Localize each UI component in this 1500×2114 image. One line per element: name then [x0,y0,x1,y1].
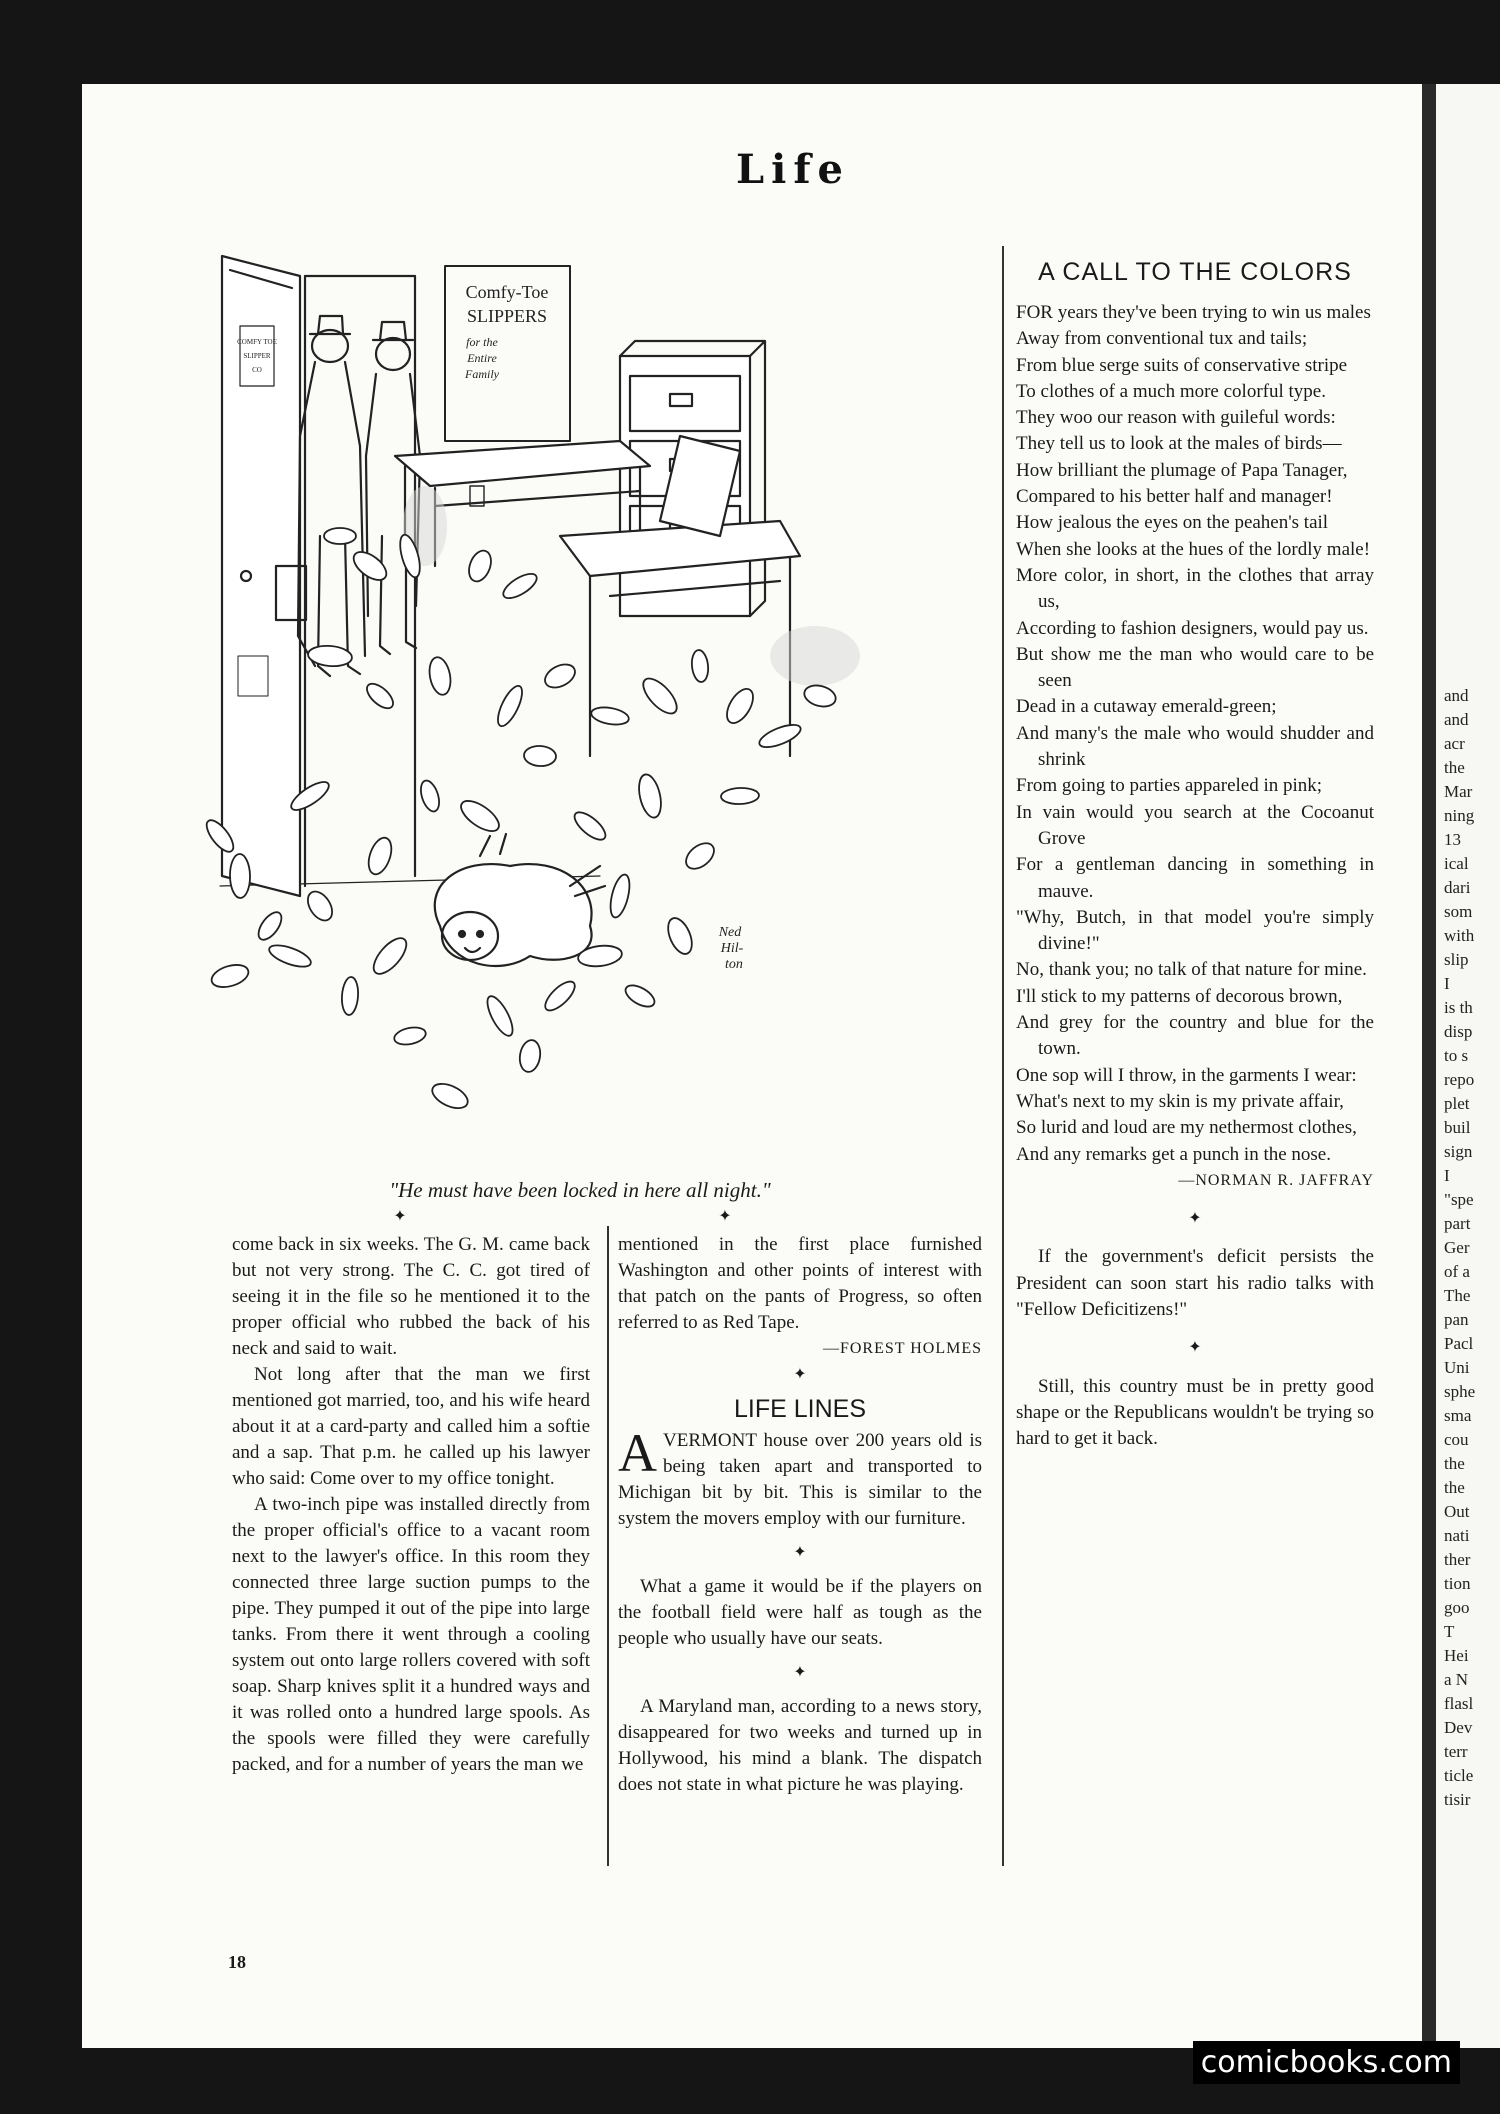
cartoon-illustration [180,236,980,1166]
slipper [429,1079,472,1113]
slipper [368,933,412,979]
essay-paragraph: Not long after that the man we first mentioned got married, too, and his wife heard about it at a card-party and called him a softie and a sap. That p.m. he called up his lawyer who said: Come over to my office tonight. [232,1364,590,1489]
poster-line: Comfy-Toe [465,282,549,302]
facing-page-word: Uni [1444,1358,1470,1377]
artist-signature: Ned [718,925,742,940]
poem-author: —NORMAN R. JAFFRAY [1178,1171,1374,1189]
poem-line: But show me the man who would care to be seen [1016,643,1374,692]
slipper [303,887,337,925]
slipper [802,682,838,710]
facing-page-word: I [1444,1166,1450,1185]
slipper [456,795,504,837]
essay-author: —FOREST HOLMES [822,1340,982,1357]
poem-line: So lurid and loud are my nethermost clothes, [1016,1117,1357,1139]
slipper [757,720,804,751]
slipper [393,1025,428,1047]
facing-page-word: Mar [1444,782,1473,801]
poem-line: Dead in a cutaway emerald-green; [1016,696,1277,718]
facing-page-word: terr [1444,1742,1468,1761]
ornament: ✦ [718,1208,732,1225]
poem-line: They tell us to look at the males of birds— [1016,433,1342,455]
poem-body [1016,300,1374,1452]
slipper [690,649,709,682]
slipper [364,835,395,877]
slipper [349,547,391,586]
poem-line: When she looks at the hues of the lordly male! [1016,538,1371,560]
slipper [722,685,759,728]
poem-line: FOR years they've been trying to win us males [1016,302,1371,323]
facing-page-word: ical [1444,854,1469,873]
poster-line: Entire [467,351,497,365]
quip-paragraph: If the government's deficit persists the President can soon start his radio talks with "Fellow Deficitizens!" [1016,1246,1374,1320]
door-sign-line: SLIPPER [243,352,271,360]
facing-page-word: is th [1444,998,1473,1017]
page-number: 18 [228,1952,246,1972]
facing-page-word: Ger [1444,1238,1470,1257]
ornament: ✦ [1188,1210,1202,1228]
artist-signature: ton [725,957,743,972]
life-line-item: What a game it would be if the players on the football field were half as tough as the people who usually have our seats. [618,1576,982,1649]
slipper [324,528,356,544]
poem-line: One sop will I throw, in the garments I wear: [1016,1064,1357,1086]
facing-page-word: a N [1444,1670,1469,1689]
slipper [341,976,360,1015]
facing-page-word: repo [1444,1070,1475,1089]
facing-page-word: part [1444,1214,1471,1233]
slipper [254,908,286,943]
cartoon-caption: "He must have been locked in here all night." [389,1178,771,1202]
facing-page-word: and [1444,686,1469,705]
ornament: ✦ [1188,1339,1202,1357]
poem-line: According to fashion designers, would pay us. [1016,617,1369,639]
poem-line: "Why, Butch, in that model you're simply divine!" [1016,906,1374,955]
facing-page-word: buil [1444,1118,1471,1137]
slipper [663,915,696,958]
dog [435,834,605,966]
facing-page-word: sma [1444,1406,1472,1425]
poem-line: What's next to my skin is my private affair, [1016,1090,1344,1112]
poem-line: How brilliant the plumage of Papa Tanager, [1016,459,1348,481]
page-gutter [1422,84,1436,2048]
masthead-title: Life [736,146,850,193]
facing-page-word: tion [1444,1574,1471,1593]
facing-page-word: "spe [1444,1190,1474,1209]
facing-page-word: Pacl [1444,1334,1474,1353]
poem-line: From blue serge suits of conservative stripe [1016,354,1348,376]
column-rule [1002,246,1004,1866]
ornament: ✦ [793,1664,807,1681]
slipper [518,1039,543,1074]
facing-page-word: acr [1444,734,1465,753]
facing-page-word: ther [1444,1550,1471,1569]
slipper [622,981,658,1011]
slipper [267,941,314,971]
poem-line: No, thank you; no talk of that nature for mine. [1016,959,1367,981]
facing-page-word: and [1444,710,1469,729]
watermark: comicbooks.com [1193,2041,1460,2084]
life-line-item: A Maryland man, according to a news story, disappeared for two weeks and turned up in Hollywood, his mind a blank. The dispatch does not state in what picture he was playing. [618,1696,982,1795]
facing-page-word: the [1444,1478,1465,1497]
facing-page-word: ticle [1444,1766,1474,1785]
slipper [590,705,630,727]
facing-page-word: cou [1444,1430,1469,1449]
door-sign-line: CO [252,366,262,374]
facing-page-word: the [1444,758,1465,777]
poem-line: From going to parties appareled in pink; [1016,775,1323,797]
slipper [541,660,579,692]
facing-page-word: dari [1444,878,1471,897]
life-lines-title: LIFE LINES [734,1395,866,1423]
slipper [209,961,251,991]
facing-page-word: nati [1444,1526,1470,1545]
slipper [500,569,541,603]
essay-column-2 [618,1232,982,1798]
poem-line: Away from conventional tux and tails; [1016,328,1308,350]
column-rule [607,1226,609,1866]
facing-page-word: plet [1444,1094,1470,1113]
facing-page-word: of a [1444,1262,1470,1281]
facing-page-text [1444,684,1500,1812]
poem-line: And any remarks get a punch in the nose. [1016,1143,1331,1165]
poem-line: In vain would you search at the Cocoanut Grove [1016,801,1374,849]
facing-page-word: 13 [1444,830,1461,849]
facing-page-word: sphe [1444,1382,1476,1401]
door-sign-line: COMFY TOE [237,338,277,346]
artist-signature: Hil- [720,941,744,956]
facing-page-word: som [1444,902,1473,921]
poster-line: for the [466,335,498,349]
facing-page-word: Out [1444,1502,1470,1521]
slipper [427,655,454,696]
poster-line: Family [465,367,499,381]
essay-column-1 [232,1232,590,1778]
poem-line: How jealous the eyes on the peahen's tail [1016,512,1329,534]
poem-line: They woo our reason with guileful words: [1016,407,1336,429]
life-line-item: AVERMONT house over 200 years old is being taken apart and transported to Michigan bit by bit. This is similar to the system the movers employ with our furniture. [618,1423,982,1529]
facing-page-word: goo [1444,1598,1470,1617]
facing-page-word: to s [1444,1046,1469,1065]
facing-page-word: disp [1444,1022,1473,1041]
slipper [493,683,527,730]
slipper [638,673,683,719]
slipper [483,993,518,1039]
poster-line: SLIPPERS [466,306,548,326]
slipper [607,873,633,920]
slipper [465,547,495,584]
ornament: ✦ [393,1208,407,1225]
poem-line: And many's the male who would shudder and shrink [1016,722,1374,771]
facing-page-word: I [1444,974,1450,993]
essay-paragraph: mentioned in the first place furnished Washington and other points of interest with that patch on the pants of Progress, so often referred to as Red Tape. [618,1234,982,1333]
poem-line: For a gentleman dancing in something in mauve. [1016,854,1374,902]
facing-page-word: Dev [1444,1718,1473,1737]
facing-page-fragment [1436,84,1500,2048]
slipper [363,679,397,712]
poem-line: More color, in short, in the clothes that array us, [1016,564,1374,613]
poem-line: I'll stick to my patterns of decorous brown, [1016,985,1343,1007]
facing-page-word: with [1444,926,1475,945]
poem-line: Compared to his better half and manager! [1016,486,1333,508]
facing-page-word: ning [1444,806,1475,825]
poem-title: A CALL TO THE COLORS [1038,258,1352,286]
facing-page-word: The [1444,1286,1471,1305]
facing-page-word: T [1444,1622,1455,1641]
slipper [541,977,579,1015]
ornament: ✦ [793,1544,807,1561]
facing-page-word: slip [1444,950,1469,969]
poem-line: And grey for the country and blue for the town. [1016,1012,1374,1060]
slipper [570,808,609,845]
poem-line: To clothes of a much more colorful type. [1016,380,1326,402]
slipper [417,778,442,813]
facing-page-word: the [1444,1454,1465,1473]
essay-paragraph: come back in six weeks. The G. M. came back but not very strong. The C. C. got tired of seeing it in the file so he mentioned it to the proper official who rubbed the back of his neck and said to wait. [232,1234,590,1359]
slipper [681,838,718,874]
quip-paragraph: Still, this country must be in pretty good shape or the Republicans wouldn't be trying so hard to get it back. [1016,1375,1374,1450]
ornament: ✦ [793,1366,807,1383]
slipper [721,787,760,804]
facing-page-word: tisir [1444,1790,1471,1809]
facing-page-word: pan [1444,1310,1469,1329]
facing-page-word: sign [1444,1142,1473,1161]
essay-paragraph: A two-inch pipe was installed directly from the proper official's office to a vacant room next to the lawyer's office. In this room they connected three large suction pumps to the pipe. They pumped it out of the pipe into large tanks. From there it went through a cooling system out onto large rollers covered with soft soap. Sharp knives split it a hundred ways and it was rolled onto a hundred large spools. As the spools were filled they were carefully packed, and for a number of years the man we [232,1494,590,1775]
facing-page-word: flasl [1444,1694,1474,1713]
slipper [635,772,664,819]
slipper [230,854,251,898]
facing-page-word: Hei [1444,1646,1469,1665]
life-line-text: VERMONT house over 200 years old is being taken apart and transported to Michigan bit by bit. This is similar to the system the movers employ with our furniture. [618,1430,982,1529]
slipper [523,745,556,767]
